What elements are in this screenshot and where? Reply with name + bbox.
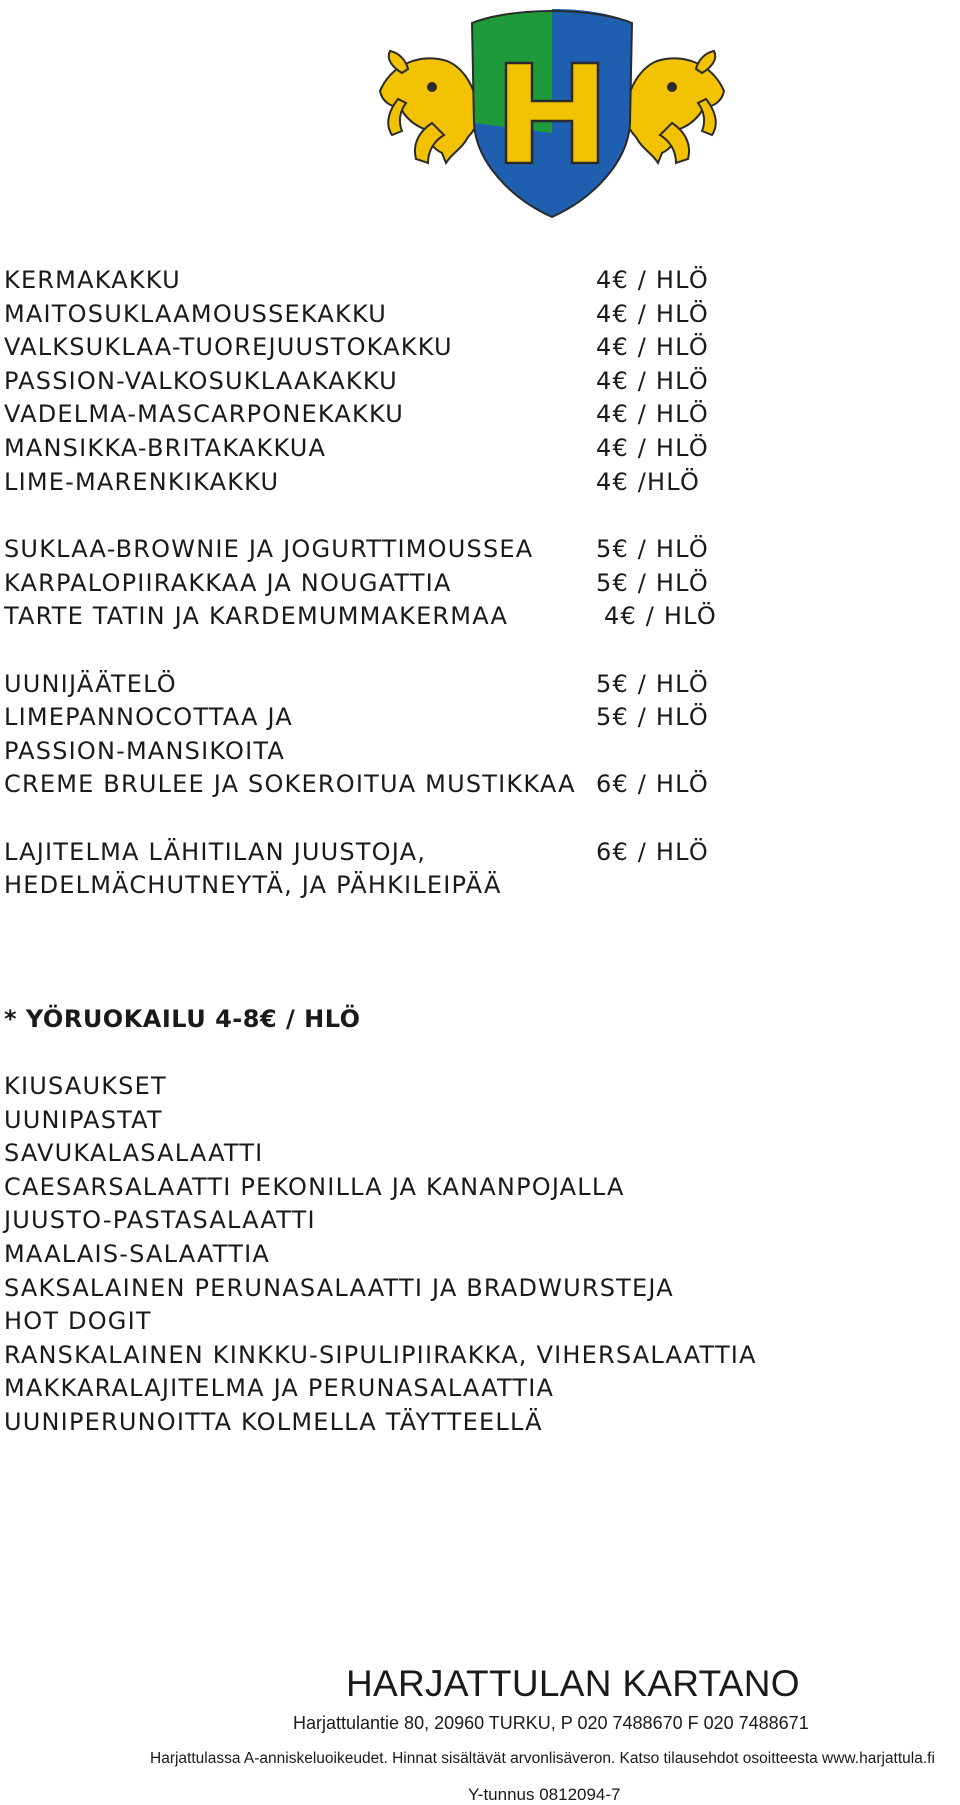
- dessert-item-name: PASSION-MANSIKOITA: [4, 737, 286, 765]
- night-menu-item: SAKSALAINEN PERUNASALAATTI JA BRADWURSTEJA: [4, 1274, 674, 1302]
- dessert-item-price: 5€ / HLÖ: [596, 703, 709, 731]
- dessert-item-name: SUKLAA-BROWNIE JA JOGURTTIMOUSSEA: [4, 535, 534, 563]
- dessert-item-name: HEDELMÄCHUTNEYTÄ, JA PÄHKILEIPÄÄ: [4, 871, 502, 899]
- left-lion-icon: [380, 51, 479, 163]
- dessert-item-price: 4€ / HLÖ: [596, 367, 709, 395]
- night-menu-item: CAESARSALAATTI PEKONILLA JA KANANPOJALLA: [4, 1173, 625, 1201]
- dessert-item-name: LIMEPANNOCOTTAA JA: [4, 703, 293, 731]
- dessert-item-name: VALKSUKLAA-TUOREJUUSTOKAKKU: [4, 333, 453, 361]
- dessert-item-price: 4€ / HLÖ: [596, 266, 709, 294]
- dessert-item-name: KARPALOPIIRAKKAA JA NOUGATTIA: [4, 569, 452, 597]
- crest-logo-icon: [372, 3, 732, 221]
- night-menu-item: RANSKALAINEN KINKKU-SIPULIPIIRAKKA, VIHERSALAATTIA: [4, 1341, 757, 1369]
- dessert-item-name: LAJITELMA LÄHITILAN JUUSTOJA,: [4, 838, 427, 866]
- dessert-item-name: UUNIJÄÄTELÖ: [4, 670, 177, 698]
- night-menu-item: UUNIPERUNOITTA KOLMELLA TÄYTTEELLÄ: [4, 1408, 543, 1436]
- night-menu-item: MAKKARALAJITELMA JA PERUNASALAATTIA: [4, 1374, 555, 1402]
- night-menu-item: SAVUKALASALAATTI: [4, 1139, 264, 1167]
- dessert-item-price: 4€ /HLÖ: [596, 468, 701, 496]
- dessert-item-price: 4€ / HLÖ: [596, 434, 709, 462]
- footer-business-id: Y-tunnus 0812094-7: [468, 1785, 621, 1804]
- dessert-item-name: MANSIKKA-BRITAKAKKUA: [4, 434, 327, 462]
- night-menu-item: KIUSAUKSET: [4, 1072, 167, 1100]
- dessert-item-price: 4€ / HLÖ: [596, 300, 709, 328]
- dessert-item-name: CREME BRULEE JA SOKEROITUA MUSTIKKAA: [4, 770, 576, 798]
- dessert-item-price: 4€ / HLÖ: [596, 333, 709, 361]
- dessert-item-price: 5€ / HLÖ: [596, 535, 709, 563]
- footer-address: Harjattulantie 80, 20960 TURKU, P 020 7488670 F 020 7488671: [293, 1713, 809, 1733]
- dessert-item-name: LIME-MARENKIKAKKU: [4, 468, 280, 496]
- night-menu-item: JUUSTO-PASTASALAATTI: [4, 1206, 316, 1234]
- dessert-item-price: 4€ / HLÖ: [604, 602, 717, 630]
- dessert-item-name: MAITOSUKLAAMOUSSEKAKKU: [4, 300, 388, 328]
- night-menu-item: UUNIPASTAT: [4, 1106, 163, 1134]
- dessert-item-price: 5€ / HLÖ: [596, 569, 709, 597]
- night-menu-item: MAALAIS-SALAATTIA: [4, 1240, 270, 1268]
- dessert-item-price: 4€ / HLÖ: [596, 400, 709, 428]
- dessert-item-price: 6€ / HLÖ: [596, 770, 709, 798]
- footer-company-name: HARJATTULAN KARTANO: [346, 1663, 800, 1704]
- shield-icon: [472, 9, 632, 217]
- night-menu-item: HOT DOGIT: [4, 1307, 152, 1335]
- dessert-item-name: PASSION-VALKOSUKLAAKAKKU: [4, 367, 398, 395]
- dessert-item-name: TARTE TATIN JA KARDEMUMMAKERMAA: [4, 602, 509, 630]
- footer-info: Harjattulassa A-anniskeluoikeudet. Hinnat sisältävät arvonlisäveron. Katso tilausehdot osoitteesta www.harjattula.fi: [150, 1750, 935, 1767]
- dessert-item-name: VADELMA-MASCARPONEKAKKU: [4, 400, 404, 428]
- dessert-item-price: 6€ / HLÖ: [596, 838, 709, 866]
- night-menu-title: * YÖRUOKAILU 4-8€ / HLÖ: [4, 1005, 361, 1033]
- dessert-item-price: 5€ / HLÖ: [596, 670, 709, 698]
- dessert-item-name: KERMAKAKKU: [4, 266, 181, 294]
- right-lion-icon: [625, 51, 724, 163]
